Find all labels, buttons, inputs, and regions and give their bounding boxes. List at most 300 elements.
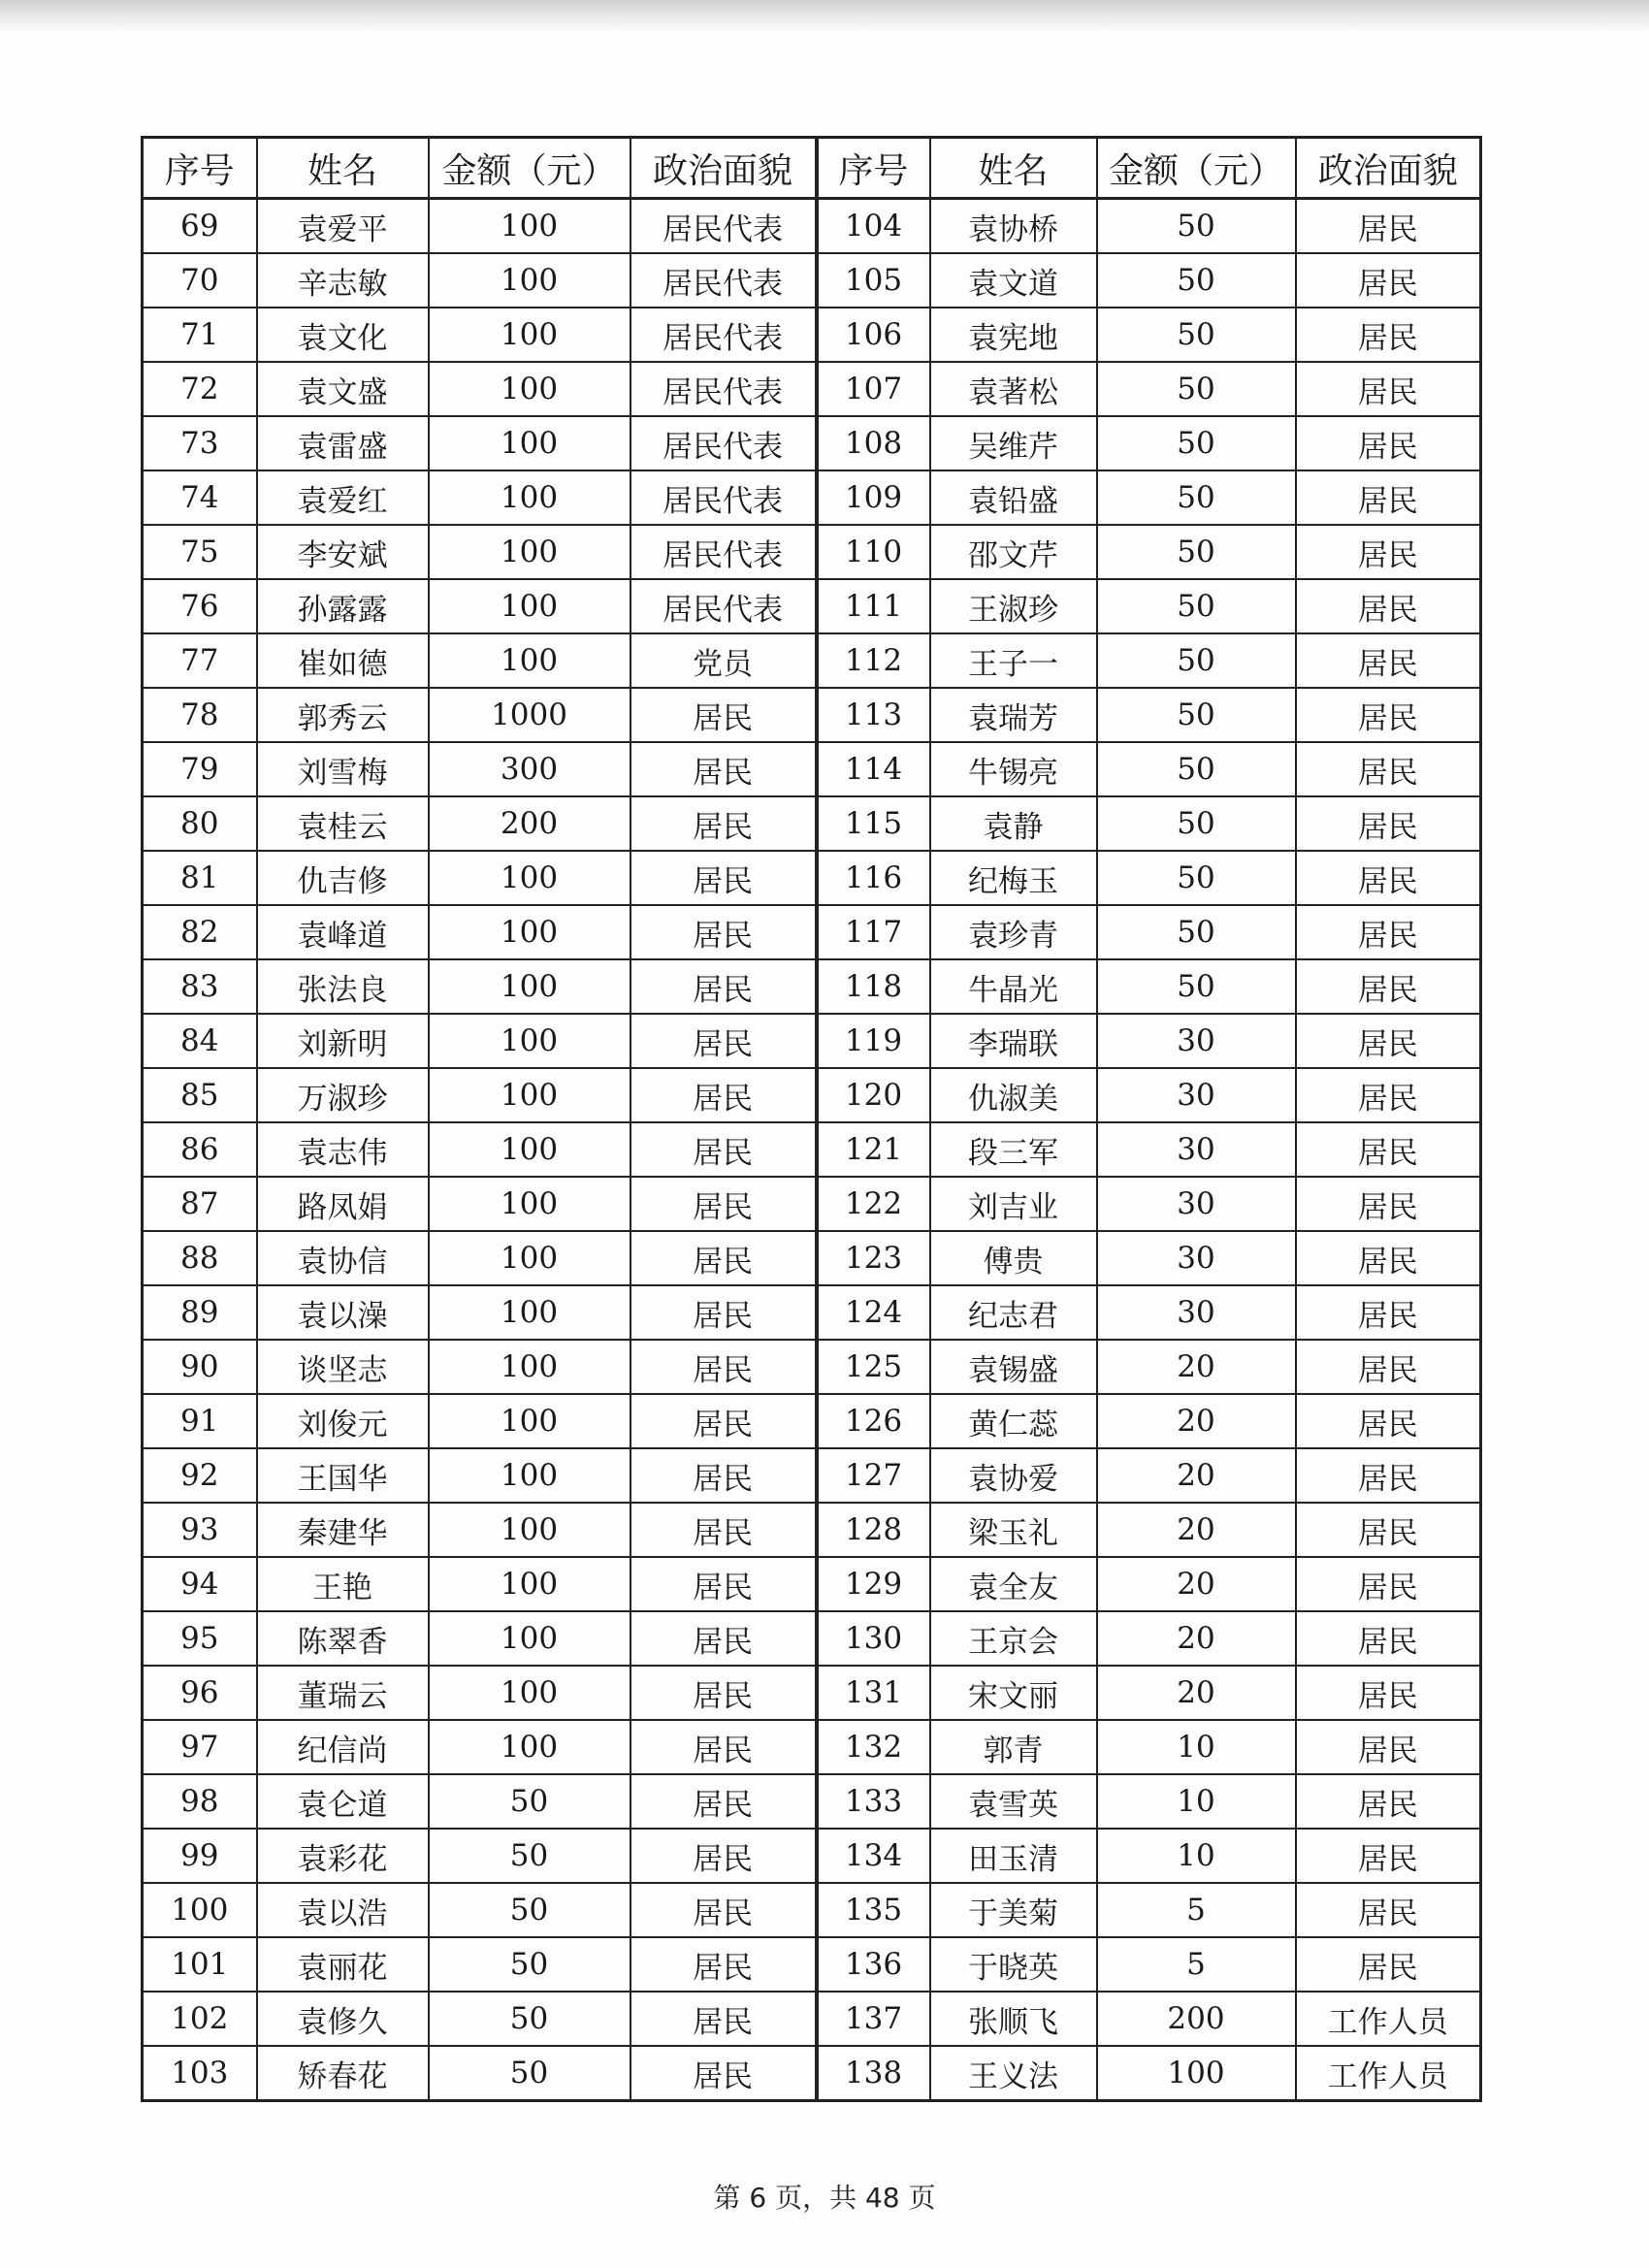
cell-political-status: 居民 [630,1231,817,1285]
cell-donor-name: 袁雷盛 [257,416,429,470]
cell-donor-name: 袁全友 [930,1557,1097,1611]
cell-serial-number: 104 [817,199,930,254]
cell-donor-name: 万淑珍 [257,1068,429,1122]
cell-political-status: 居民 [1296,579,1481,633]
cell-amount: 100 [429,633,630,688]
table-row [143,1177,1481,1231]
cell-political-status: 居民 [630,1068,817,1122]
cell-donor-name: 于晓英 [930,1937,1097,1992]
cell-donor-name: 路凤娟 [257,1177,429,1231]
cell-donor-name: 郭秀云 [257,688,429,742]
table-row [143,1340,1481,1394]
cell-donor-name: 仇吉修 [257,851,429,905]
cell-donor-name: 傅贵 [930,1231,1097,1285]
cell-donor-name: 袁爱红 [257,470,429,525]
cell-donor-name: 李安斌 [257,525,429,579]
cell-serial-number: 116 [817,851,930,905]
cell-political-status: 居民 [630,1177,817,1231]
cell-serial-number: 136 [817,1937,930,1992]
table-row [143,579,1481,633]
cell-donor-name: 袁彩花 [257,1829,429,1883]
cell-amount: 50 [1097,416,1296,470]
cell-amount: 100 [429,308,630,362]
table-row [143,1666,1481,1720]
cell-political-status: 工作人员 [1296,2046,1481,2101]
header-political-status: 政治面貌 [630,138,817,199]
cell-amount: 10 [1097,1774,1296,1829]
table-row [143,2046,1481,2101]
table-row [143,1611,1481,1666]
cell-political-status: 居民 [1296,1774,1481,1829]
cell-serial-number: 106 [817,308,930,362]
cell-amount: 30 [1097,1122,1296,1177]
cell-political-status: 居民 [1296,688,1481,742]
cell-donor-name: 辛志敏 [257,253,429,308]
cell-donor-name: 袁爱平 [257,199,429,254]
cell-serial-number: 108 [817,416,930,470]
cell-donor-name: 矫春花 [257,2046,429,2101]
cell-donor-name: 袁协桥 [930,199,1097,254]
table-row [143,1992,1481,2046]
cell-amount: 100 [429,525,630,579]
table-row [143,633,1481,688]
cell-serial-number: 93 [143,1503,257,1557]
table-row [143,1720,1481,1774]
cell-political-status: 居民 [630,796,817,851]
cell-donor-name: 刘俊元 [257,1394,429,1448]
cell-donor-name: 李瑞联 [930,1014,1097,1068]
cell-serial-number: 124 [817,1285,930,1340]
header-serial-number: 序号 [143,138,257,199]
table-header-row [143,138,1481,199]
cell-amount: 100 [429,1231,630,1285]
cell-political-status: 居民 [630,1611,817,1666]
table-row [143,199,1481,254]
cell-political-status: 居民 [630,1557,817,1611]
cell-donor-name: 袁雪英 [930,1774,1097,1829]
header-political-status: 政治面貌 [1296,138,1481,199]
cell-political-status: 居民 [630,2046,817,2101]
table-row [143,742,1481,796]
cell-serial-number: 78 [143,688,257,742]
table-row [143,1774,1481,1829]
cell-donor-name: 刘吉业 [930,1177,1097,1231]
table-body [143,199,1481,2101]
table-row [143,253,1481,308]
cell-political-status: 居民 [630,1340,817,1394]
cell-amount: 100 [429,1068,630,1122]
cell-political-status: 居民 [1296,199,1481,254]
cell-serial-number: 77 [143,633,257,688]
cell-amount: 100 [429,362,630,416]
cell-serial-number: 131 [817,1666,930,1720]
cell-political-status: 居民 [1296,1014,1481,1068]
cell-amount: 100 [429,1014,630,1068]
cell-amount: 5 [1097,1883,1296,1937]
table-row [143,1557,1481,1611]
cell-serial-number: 137 [817,1992,930,2046]
cell-serial-number: 129 [817,1557,930,1611]
cell-donor-name: 纪梅玉 [930,851,1097,905]
cell-serial-number: 98 [143,1774,257,1829]
cell-political-status: 居民 [1296,1611,1481,1666]
cell-serial-number: 91 [143,1394,257,1448]
cell-amount: 50 [1097,905,1296,959]
cell-donor-name: 袁宪地 [930,308,1097,362]
cell-serial-number: 102 [143,1992,257,2046]
cell-political-status: 居民 [1296,1829,1481,1883]
cell-political-status: 居民 [630,1394,817,1448]
cell-political-status: 居民 [1296,416,1481,470]
header-name: 姓名 [257,138,429,199]
cell-donor-name: 袁仑道 [257,1774,429,1829]
cell-amount: 50 [1097,253,1296,308]
cell-amount: 20 [1097,1666,1296,1720]
cell-amount: 100 [429,1666,630,1720]
cell-amount: 20 [1097,1503,1296,1557]
cell-political-status: 居民 [630,1666,817,1720]
cell-donor-name: 刘新明 [257,1014,429,1068]
cell-political-status: 居民 [630,1937,817,1992]
cell-donor-name: 黄仁蕊 [930,1394,1097,1448]
cell-amount: 50 [1097,362,1296,416]
cell-serial-number: 97 [143,1720,257,1774]
cell-political-status: 居民 [630,1883,817,1937]
header-name: 姓名 [930,138,1097,199]
cell-serial-number: 69 [143,199,257,254]
table-row [143,1937,1481,1992]
cell-donor-name: 于美菊 [930,1883,1097,1937]
cell-amount: 100 [429,579,630,633]
cell-serial-number: 99 [143,1829,257,1883]
cell-political-status: 居民代表 [630,579,817,633]
cell-political-status: 居民 [630,851,817,905]
header-amount: 金额（元） [429,138,630,199]
donation-table [141,136,1482,2102]
cell-amount: 100 [429,1285,630,1340]
cell-political-status: 居民 [1296,1122,1481,1177]
cell-amount: 100 [429,470,630,525]
cell-amount: 50 [1097,851,1296,905]
cell-donor-name: 袁文盛 [257,362,429,416]
cell-political-status: 居民 [1296,1231,1481,1285]
cell-serial-number: 110 [817,525,930,579]
cell-political-status: 居民 [1296,253,1481,308]
cell-amount: 100 [429,1557,630,1611]
cell-donor-name: 邵文芹 [930,525,1097,579]
cell-donor-name: 张顺飞 [930,1992,1097,2046]
cell-serial-number: 132 [817,1720,930,1774]
cell-amount: 50 [429,1992,630,2046]
cell-political-status: 居民 [1296,1448,1481,1503]
cell-amount: 50 [1097,199,1296,254]
cell-amount: 50 [1097,959,1296,1014]
cell-amount: 50 [1097,308,1296,362]
cell-political-status: 居民 [1296,742,1481,796]
cell-political-status: 居民 [1296,633,1481,688]
cell-serial-number: 101 [143,1937,257,1992]
cell-donor-name: 牛晶光 [930,959,1097,1014]
cell-donor-name: 袁协爱 [930,1448,1097,1503]
table-row [143,1503,1481,1557]
cell-amount: 50 [429,1937,630,1992]
cell-donor-name: 王子一 [930,633,1097,688]
cell-donor-name: 吴维芹 [930,416,1097,470]
cell-political-status: 居民 [630,1448,817,1503]
table-row [143,362,1481,416]
cell-serial-number: 95 [143,1611,257,1666]
cell-political-status: 居民 [1296,470,1481,525]
cell-donor-name: 袁协信 [257,1231,429,1285]
cell-serial-number: 126 [817,1394,930,1448]
table-row [143,1285,1481,1340]
cell-serial-number: 130 [817,1611,930,1666]
cell-serial-number: 112 [817,633,930,688]
cell-donor-name: 崔如德 [257,633,429,688]
cell-serial-number: 89 [143,1285,257,1340]
cell-political-status: 居民 [1296,959,1481,1014]
cell-serial-number: 83 [143,959,257,1014]
cell-serial-number: 135 [817,1883,930,1937]
cell-political-status: 居民 [630,1122,817,1177]
cell-political-status: 居民代表 [630,525,817,579]
cell-political-status: 居民 [630,1014,817,1068]
cell-serial-number: 100 [143,1883,257,1937]
cell-serial-number: 74 [143,470,257,525]
cell-political-status: 工作人员 [1296,1992,1481,2046]
table-row [143,1122,1481,1177]
cell-serial-number: 75 [143,525,257,579]
cell-serial-number: 70 [143,253,257,308]
table-row [143,1883,1481,1937]
cell-donor-name: 郭青 [930,1720,1097,1774]
table-row [143,851,1481,905]
cell-amount: 20 [1097,1448,1296,1503]
table-row [143,525,1481,579]
cell-donor-name: 袁桂云 [257,796,429,851]
cell-amount: 200 [429,796,630,851]
cell-donor-name: 董瑞云 [257,1666,429,1720]
cell-political-status: 居民 [1296,851,1481,905]
cell-serial-number: 128 [817,1503,930,1557]
cell-donor-name: 王艳 [257,1557,429,1611]
cell-serial-number: 114 [817,742,930,796]
table-row [143,308,1481,362]
cell-donor-name: 袁峰道 [257,905,429,959]
cell-serial-number: 76 [143,579,257,633]
cell-political-status: 居民 [630,1720,817,1774]
cell-amount: 50 [429,2046,630,2101]
header-serial-number: 序号 [817,138,930,199]
cell-serial-number: 134 [817,1829,930,1883]
cell-amount: 30 [1097,1177,1296,1231]
cell-amount: 200 [1097,1992,1296,2046]
cell-serial-number: 88 [143,1231,257,1285]
cell-political-status: 居民代表 [630,253,817,308]
cell-amount: 10 [1097,1720,1296,1774]
cell-serial-number: 111 [817,579,930,633]
cell-amount: 20 [1097,1557,1296,1611]
cell-donor-name: 孙露露 [257,579,429,633]
cell-political-status: 居民 [1296,1394,1481,1448]
cell-serial-number: 79 [143,742,257,796]
cell-political-status: 居民 [1296,1720,1481,1774]
cell-donor-name: 袁珍青 [930,905,1097,959]
cell-donor-name: 梁玉礼 [930,1503,1097,1557]
cell-political-status: 居民 [1296,1937,1481,1992]
cell-amount: 20 [1097,1340,1296,1394]
cell-donor-name: 宋文丽 [930,1666,1097,1720]
page-number: 第 6 页，共 48 页 [713,2182,936,2214]
cell-serial-number: 80 [143,796,257,851]
cell-amount: 30 [1097,1068,1296,1122]
cell-political-status: 居民 [630,742,817,796]
cell-serial-number: 121 [817,1122,930,1177]
cell-serial-number: 81 [143,851,257,905]
cell-political-status: 党员 [630,633,817,688]
cell-political-status: 居民 [1296,308,1481,362]
cell-political-status: 居民 [1296,1503,1481,1557]
cell-serial-number: 86 [143,1122,257,1177]
cell-donor-name: 袁文化 [257,308,429,362]
cell-amount: 100 [429,199,630,254]
cell-serial-number: 72 [143,362,257,416]
cell-donor-name: 纪志君 [930,1285,1097,1340]
cell-political-status: 居民 [1296,1068,1481,1122]
cell-donor-name: 袁修久 [257,1992,429,2046]
cell-amount: 100 [429,1448,630,1503]
cell-political-status: 居民代表 [630,362,817,416]
cell-amount: 30 [1097,1231,1296,1285]
cell-donor-name: 张法良 [257,959,429,1014]
cell-serial-number: 105 [817,253,930,308]
cell-political-status: 居民 [1296,905,1481,959]
cell-political-status: 居民 [630,1503,817,1557]
cell-amount: 100 [429,1611,630,1666]
cell-serial-number: 138 [817,2046,930,2101]
cell-donor-name: 袁文道 [930,253,1097,308]
cell-political-status: 居民 [1296,1340,1481,1394]
cell-political-status: 居民代表 [630,199,817,254]
cell-serial-number: 123 [817,1231,930,1285]
cell-amount: 100 [429,1720,630,1774]
table-row [143,1448,1481,1503]
table-row [143,796,1481,851]
cell-serial-number: 96 [143,1666,257,1720]
cell-amount: 10 [1097,1829,1296,1883]
cell-donor-name: 王淑珍 [930,579,1097,633]
table-row [143,905,1481,959]
cell-donor-name: 袁著松 [930,362,1097,416]
cell-amount: 20 [1097,1394,1296,1448]
cell-serial-number: 94 [143,1557,257,1611]
cell-serial-number: 87 [143,1177,257,1231]
cell-political-status: 居民 [630,905,817,959]
cell-political-status: 居民 [630,959,817,1014]
cell-amount: 50 [1097,742,1296,796]
cell-serial-number: 84 [143,1014,257,1068]
table-row [143,688,1481,742]
cell-donor-name: 王国华 [257,1448,429,1503]
cell-amount: 50 [1097,470,1296,525]
cell-serial-number: 119 [817,1014,930,1068]
cell-donor-name: 袁以澡 [257,1285,429,1340]
cell-amount: 100 [429,905,630,959]
cell-amount: 50 [429,1774,630,1829]
cell-donor-name: 段三军 [930,1122,1097,1177]
cell-political-status: 居民 [1296,525,1481,579]
cell-serial-number: 118 [817,959,930,1014]
cell-donor-name: 王义法 [930,2046,1097,2101]
cell-serial-number: 133 [817,1774,930,1829]
cell-amount: 100 [429,959,630,1014]
scan-edge-shadow [0,0,1649,33]
cell-amount: 50 [1097,796,1296,851]
cell-donor-name: 袁以浩 [257,1883,429,1937]
cell-political-status: 居民 [1296,1177,1481,1231]
cell-donor-name: 袁丽花 [257,1937,429,1992]
cell-political-status: 居民 [1296,362,1481,416]
cell-amount: 100 [429,1503,630,1557]
cell-serial-number: 125 [817,1340,930,1394]
cell-serial-number: 117 [817,905,930,959]
cell-political-status: 居民 [1296,1666,1481,1720]
table-row [143,1394,1481,1448]
table-row [143,1014,1481,1068]
cell-amount: 300 [429,742,630,796]
cell-serial-number: 115 [817,796,930,851]
cell-donor-name: 秦建华 [257,1503,429,1557]
cell-donor-name: 袁锡盛 [930,1340,1097,1394]
cell-political-status: 居民 [630,1285,817,1340]
cell-political-status: 居民代表 [630,308,817,362]
cell-serial-number: 127 [817,1448,930,1503]
cell-serial-number: 103 [143,2046,257,2101]
table-row [143,959,1481,1014]
cell-serial-number: 82 [143,905,257,959]
cell-amount: 50 [429,1883,630,1937]
cell-donor-name: 袁瑞芳 [930,688,1097,742]
cell-serial-number: 120 [817,1068,930,1122]
cell-political-status: 居民 [1296,1285,1481,1340]
cell-political-status: 居民代表 [630,416,817,470]
cell-amount: 100 [429,416,630,470]
cell-amount: 100 [429,1340,630,1394]
cell-political-status: 居民 [1296,796,1481,851]
cell-amount: 50 [1097,633,1296,688]
cell-serial-number: 107 [817,362,930,416]
cell-donor-name: 谈坚志 [257,1340,429,1394]
cell-amount: 30 [1097,1285,1296,1340]
cell-serial-number: 113 [817,688,930,742]
cell-political-status: 居民 [630,1774,817,1829]
table-row [143,1231,1481,1285]
table-row [143,470,1481,525]
table-row [143,1829,1481,1883]
cell-donor-name: 袁志伟 [257,1122,429,1177]
cell-amount: 50 [1097,579,1296,633]
cell-donor-name: 王京会 [930,1611,1097,1666]
cell-amount: 100 [429,253,630,308]
cell-donor-name: 袁铅盛 [930,470,1097,525]
cell-serial-number: 92 [143,1448,257,1503]
cell-political-status: 居民 [630,1992,817,2046]
cell-amount: 50 [429,1829,630,1883]
cell-amount: 100 [1097,2046,1296,2101]
cell-donor-name: 牛锡亮 [930,742,1097,796]
cell-serial-number: 85 [143,1068,257,1122]
cell-amount: 20 [1097,1611,1296,1666]
